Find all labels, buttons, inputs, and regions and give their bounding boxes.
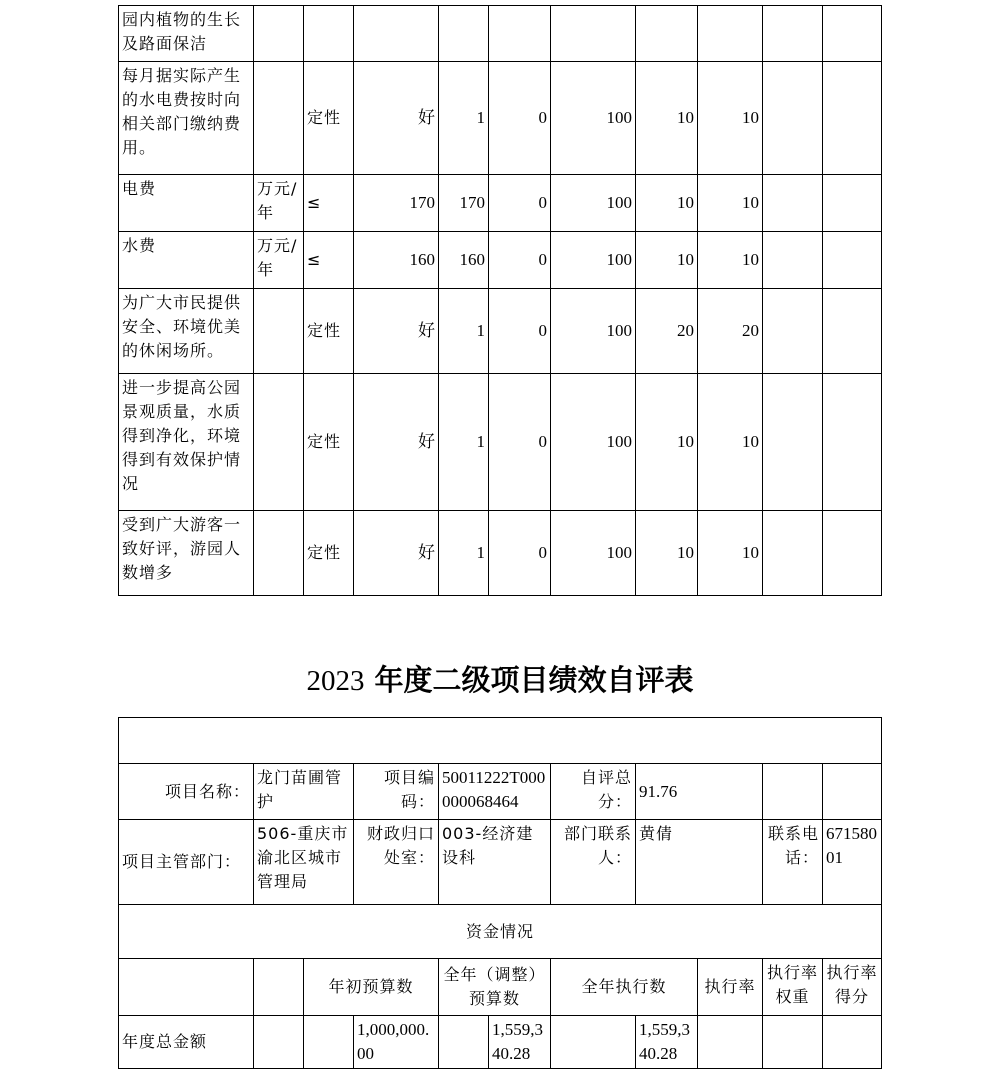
indicator-name: 每月据实际产生的水电费按时向相关部门缴纳费用。 — [119, 62, 254, 175]
funds-header-row — [119, 959, 882, 1016]
contact-value: 黄倩 — [636, 820, 763, 905]
indicator-deviation: 0 — [489, 175, 551, 232]
title-year: 2023 — [306, 665, 365, 697]
project-code-value: 50011222T000000068464 — [439, 764, 551, 820]
blank-cell — [119, 718, 882, 764]
indicator-name: 园内植物的生长及路面保洁 — [119, 6, 254, 62]
header-rate: 执行率 — [698, 959, 763, 1016]
indicator-weight: 10 — [636, 175, 698, 232]
header-initial-budget: 年初预算数 — [304, 959, 439, 1016]
indicator-actual: 1 — [439, 511, 489, 596]
empty-cell — [823, 1016, 882, 1069]
indicator-target: 160 — [354, 232, 439, 289]
full-budget-value: 1,559,340.28 — [489, 1016, 551, 1069]
score-label: 自评总分： — [551, 764, 636, 820]
indicator-nature: 定性 — [304, 374, 354, 511]
dept-label: 项目主管部门： — [119, 820, 254, 905]
indicator-score: 10 — [698, 62, 763, 175]
phone-value: 67158001 — [823, 820, 882, 905]
indicator-row — [119, 175, 882, 232]
empty-cell — [439, 1016, 489, 1069]
indicator-target: 好 — [354, 511, 439, 596]
indicator-extra — [823, 6, 882, 62]
indicator-weight: 10 — [636, 232, 698, 289]
empty-cell — [823, 764, 882, 820]
indicator-extra — [763, 374, 823, 511]
indicator-deviation — [489, 6, 551, 62]
blank-row — [119, 718, 882, 764]
indicator-nature — [304, 6, 354, 62]
indicator-score: 10 — [698, 175, 763, 232]
indicator-target: 好 — [354, 374, 439, 511]
indicator-actual: 1 — [439, 62, 489, 175]
indicator-score: 10 — [698, 511, 763, 596]
indicator-unit: 万元/年 — [254, 175, 304, 232]
indicator-extra — [823, 289, 882, 374]
dept-info-row — [119, 820, 882, 905]
indicator-actual — [439, 6, 489, 62]
indicator-actual: 1 — [439, 374, 489, 511]
project-name-label: 项目名称： — [119, 764, 254, 820]
indicator-extra — [823, 175, 882, 232]
indicator-unit: 万元/年 — [254, 232, 304, 289]
contact-label: 部门联系人： — [551, 820, 636, 905]
empty-cell — [763, 1016, 823, 1069]
indicator-target: 170 — [354, 175, 439, 232]
project-code-label: 项目编码： — [354, 764, 439, 820]
indicator-name: 进一步提高公园景观质量，水质得到净化，环境得到有效保护情况 — [119, 374, 254, 511]
indicator-row — [119, 62, 882, 175]
indicator-extra — [763, 289, 823, 374]
indicator-row — [119, 289, 882, 374]
empty-cell — [698, 1016, 763, 1069]
indicator-extra — [823, 511, 882, 596]
indicator-extra — [763, 62, 823, 175]
indicator-deviation: 0 — [489, 289, 551, 374]
indicator-extra — [763, 175, 823, 232]
indicator-weight: 10 — [636, 511, 698, 596]
indicator-score: 20 — [698, 289, 763, 374]
indicator-target: 好 — [354, 289, 439, 374]
empty-cell — [304, 1016, 354, 1069]
indicator-weight: 10 — [636, 62, 698, 175]
header-rate-score: 执行率得分 — [823, 959, 882, 1016]
indicator-deviation: 0 — [489, 374, 551, 511]
indicator-completion: 100 — [551, 232, 636, 289]
indicator-nature: ≤ — [304, 232, 354, 289]
indicator-score: 10 — [698, 374, 763, 511]
empty-cell — [254, 1016, 304, 1069]
indicator-completion: 100 — [551, 289, 636, 374]
funds-section-label: 资金情况 — [119, 905, 882, 959]
indicator-weight — [636, 6, 698, 62]
indicator-nature: 定性 — [304, 511, 354, 596]
indicator-name: 受到广大游客一致好评，游园人数增多 — [119, 511, 254, 596]
indicator-deviation: 0 — [489, 232, 551, 289]
indicator-name: 为广大市民提供安全、环境优美的休闲场所。 — [119, 289, 254, 374]
indicator-unit — [254, 6, 304, 62]
indicator-extra — [823, 62, 882, 175]
indicator-name: 水费 — [119, 232, 254, 289]
indicator-completion: 100 — [551, 374, 636, 511]
indicator-completion: 100 — [551, 511, 636, 596]
indicator-actual: 170 — [439, 175, 489, 232]
empty-cell — [254, 959, 304, 1016]
indicator-target — [354, 6, 439, 62]
indicator-name: 电费 — [119, 175, 254, 232]
indicator-completion — [551, 6, 636, 62]
initial-budget-value: 1,000,000.00 — [354, 1016, 439, 1069]
project-table — [118, 717, 882, 1069]
funds-section-row — [119, 905, 882, 959]
indicator-score: 10 — [698, 232, 763, 289]
project-info-row — [119, 764, 882, 820]
indicator-actual: 1 — [439, 289, 489, 374]
indicator-row — [119, 374, 882, 511]
indicator-unit — [254, 289, 304, 374]
finance-label: 财政归口处室： — [354, 820, 439, 905]
indicator-score — [698, 6, 763, 62]
indicator-extra — [823, 374, 882, 511]
indicator-row — [119, 232, 882, 289]
phone-label: 联系电话： — [763, 820, 823, 905]
total-label: 年度总金额 — [119, 1016, 254, 1069]
indicator-table — [118, 5, 882, 596]
indicator-unit — [254, 511, 304, 596]
indicator-weight: 20 — [636, 289, 698, 374]
indicator-unit — [254, 374, 304, 511]
indicator-row — [119, 511, 882, 596]
funds-total-row — [119, 1016, 882, 1069]
indicator-target: 好 — [354, 62, 439, 175]
indicator-completion: 100 — [551, 62, 636, 175]
finance-value: 003-经济建设科 — [439, 820, 551, 905]
indicator-extra — [763, 6, 823, 62]
indicator-nature: ≤ — [304, 175, 354, 232]
indicator-extra — [823, 232, 882, 289]
title-text: 年度二级项目绩效自评表 — [374, 663, 694, 697]
project-name-value: 龙门苗圃管护 — [254, 764, 354, 820]
empty-cell — [551, 1016, 636, 1069]
indicator-row — [119, 6, 882, 62]
page-title — [0, 660, 1000, 701]
header-full-budget: 全年（调整）预算数 — [439, 959, 551, 1016]
indicator-completion: 100 — [551, 175, 636, 232]
score-value: 91.76 — [636, 764, 763, 820]
indicator-extra — [763, 232, 823, 289]
indicator-deviation: 0 — [489, 62, 551, 175]
empty-cell — [119, 959, 254, 1016]
indicator-extra — [763, 511, 823, 596]
empty-cell — [763, 764, 823, 820]
indicator-weight: 10 — [636, 374, 698, 511]
indicator-nature: 定性 — [304, 289, 354, 374]
indicator-nature: 定性 — [304, 62, 354, 175]
header-execution: 全年执行数 — [551, 959, 698, 1016]
execution-value: 1,559,340.28 — [636, 1016, 698, 1069]
dept-value: 506-重庆市渝北区城市管理局 — [254, 820, 354, 905]
indicator-actual: 160 — [439, 232, 489, 289]
indicator-deviation: 0 — [489, 511, 551, 596]
indicator-unit — [254, 62, 304, 175]
header-weight: 执行率权重 — [763, 959, 823, 1016]
